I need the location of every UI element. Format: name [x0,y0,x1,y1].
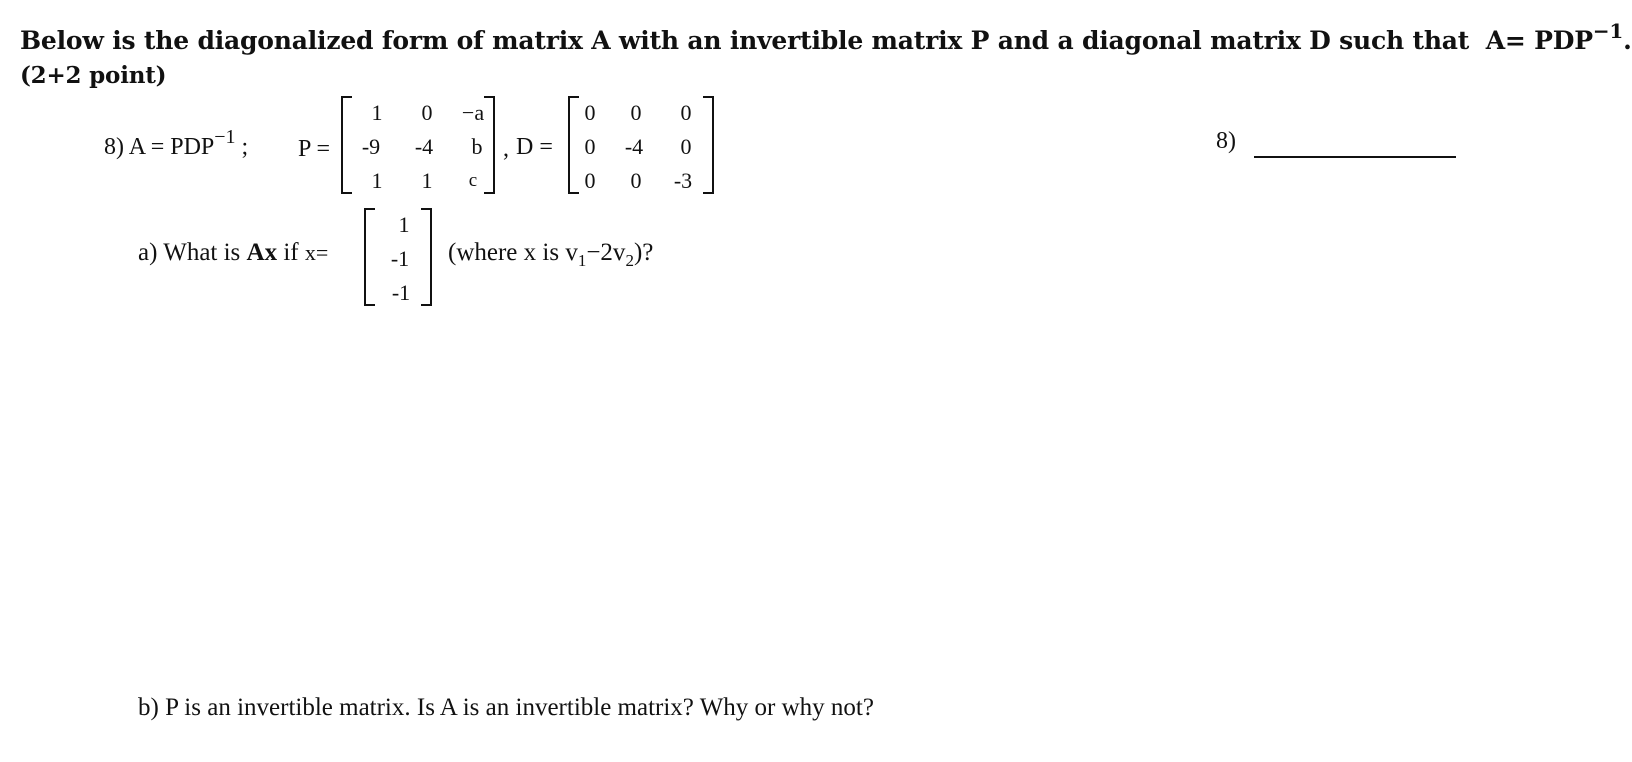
matrix-p-cell: −a [461,100,485,125]
question-intro [20,19,1632,55]
matrix-d-cell: 0 [584,134,596,159]
part-a-if: if [283,239,299,266]
matrix-p-cell: 1 [371,100,383,125]
matrix-d [568,96,714,194]
where-text-3: )? [633,239,654,266]
where-text-2: −2v [586,239,626,266]
vector-x-cell: 1 [398,212,410,237]
intro-eq-exponent: −1 [1592,19,1624,43]
matrix-d-cell: 0 [584,100,596,125]
vector-x-cell: -1 [391,280,411,305]
intro-eq-period: . [1623,26,1632,55]
problem-equation [104,126,249,161]
problem-number: 8) [104,134,124,160]
part-b-question: b) P is an invertible matrix. Is A is an invertible matrix? Why or why not? [138,694,874,721]
x-label: x= [304,240,329,265]
vector-x [364,208,432,306]
part-a-prefix: a) What is [138,239,241,266]
eq-separator: ; [241,134,249,160]
matrix-p-cell: 1 [421,168,433,193]
p-label: P = [298,136,330,162]
d-label: D = [516,134,553,160]
part-a-ax: Ax [246,239,278,266]
where-text-1: (where x is v [448,239,578,266]
part-a-question [138,239,328,267]
matrix-d-cell: 0 [584,168,596,193]
matrix-p-cell: c [468,170,478,191]
where-sub-1: 1 [577,251,587,270]
where-sub-2: 2 [625,251,634,270]
eq-exponent: −1 [214,126,236,148]
matrix-p-cell: 1 [371,168,383,193]
intro-text: Below is the diagonalized form of matrix A with an invertible matrix P and a diagonal matrix D such that [20,26,1470,55]
answer-label: 8) [1216,128,1236,154]
matrix-d-cell: 0 [680,134,692,159]
matrix-p-cell: -4 [414,134,434,159]
matrix-d-cell: 0 [630,168,642,193]
matrix-p [341,96,495,194]
vector-x-left-bracket [364,208,375,306]
intro-equation [1485,19,1632,55]
answer-blank[interactable] [1254,156,1456,158]
matrix-d-cell: 0 [630,100,642,125]
matrix-p-cell: b [471,134,483,159]
matrix-d-cell: 0 [680,100,692,125]
eq-base: A = PDP [128,134,215,160]
matrix-p-cell: 0 [421,100,433,125]
matrix-d-cell: -4 [624,134,644,159]
vector-x-cell: -1 [390,246,410,271]
points-label: (2+2 point) [20,62,167,89]
matrix-p-cell: -9 [361,134,381,159]
intro-eq-base: A= PDP [1485,26,1593,55]
matrix-separator-comma: , [503,136,509,162]
matrix-d-cell: -3 [673,168,693,193]
part-a-where-clause [448,239,654,270]
